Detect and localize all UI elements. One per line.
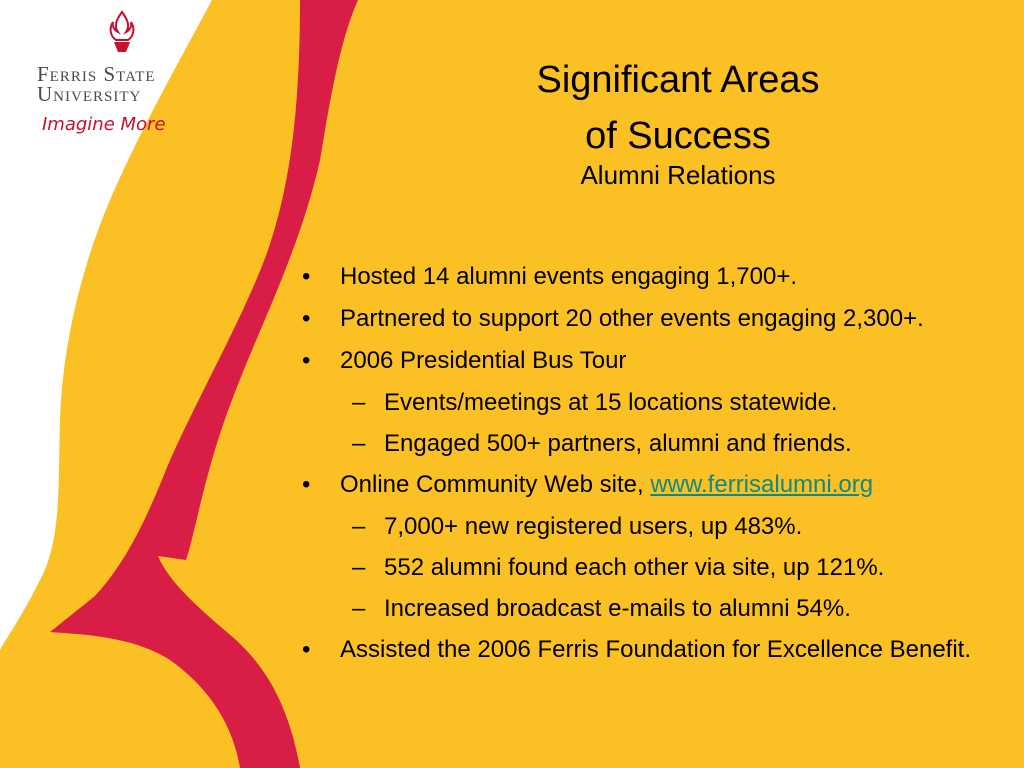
dash-mark: – xyxy=(352,554,366,581)
slide-title-line-1: Significant Areas xyxy=(536,59,820,101)
bullet-text: Online Community Web site, xyxy=(340,471,651,498)
bullet-text: Assisted the 2006 Ferris Foundation for Excellence Benefit. xyxy=(340,636,972,663)
sub-bullet-text: 552 alumni found each other via site, up 121%. xyxy=(384,554,885,581)
bullet-mark: • xyxy=(302,305,311,332)
bullet-text: 2006 Presidential Bus Tour xyxy=(340,347,627,374)
university-logo xyxy=(36,10,208,150)
bullet-item xyxy=(298,346,998,376)
sub-bullet-item xyxy=(298,553,998,583)
logo-line-university: University xyxy=(37,82,142,106)
slide-title-line-2: of Success xyxy=(585,115,771,157)
sub-bullet-item xyxy=(298,388,998,418)
logo-tagline: Imagine More xyxy=(42,114,166,135)
bullet-text: Hosted 14 alumni events engaging 1,700+. xyxy=(340,263,797,290)
sub-bullet-item xyxy=(298,512,998,542)
torch-flame-icon xyxy=(104,10,140,54)
dash-mark: – xyxy=(352,430,366,457)
bullet-item xyxy=(298,635,998,665)
bullet-list xyxy=(298,262,998,677)
bullet-mark: • xyxy=(302,471,311,498)
bullet-mark: • xyxy=(302,263,311,290)
sub-bullet-text: Events/meetings at 15 locations statewide. xyxy=(384,389,838,416)
title-block xyxy=(450,52,906,192)
ferris-alumni-link[interactable]: www.ferrisalumni.org xyxy=(650,471,874,498)
slide-subtitle: Alumni Relations xyxy=(580,160,776,190)
sub-bullet-item xyxy=(298,429,998,459)
sub-bullet-text: Engaged 500+ partners, alumni and friends. xyxy=(384,430,852,457)
sub-bullet-text: 7,000+ new registered users, up 483%. xyxy=(384,513,803,540)
dash-mark: – xyxy=(352,595,366,622)
logo-line-ferris-state: Ferris State xyxy=(37,62,156,86)
sub-bullet-text: Increased broadcast e-mails to alumni 54%. xyxy=(384,595,851,622)
dash-mark: – xyxy=(352,389,366,416)
bullet-item xyxy=(298,304,998,334)
bullet-text: Partnered to support 20 other events engaging 2,300+. xyxy=(340,305,924,332)
bullet-mark: • xyxy=(302,636,311,663)
sub-bullet-item xyxy=(298,594,998,624)
dash-mark: – xyxy=(352,513,366,540)
bullet-mark: • xyxy=(302,347,311,374)
bullet-item xyxy=(298,262,998,292)
bullet-item xyxy=(298,470,998,500)
